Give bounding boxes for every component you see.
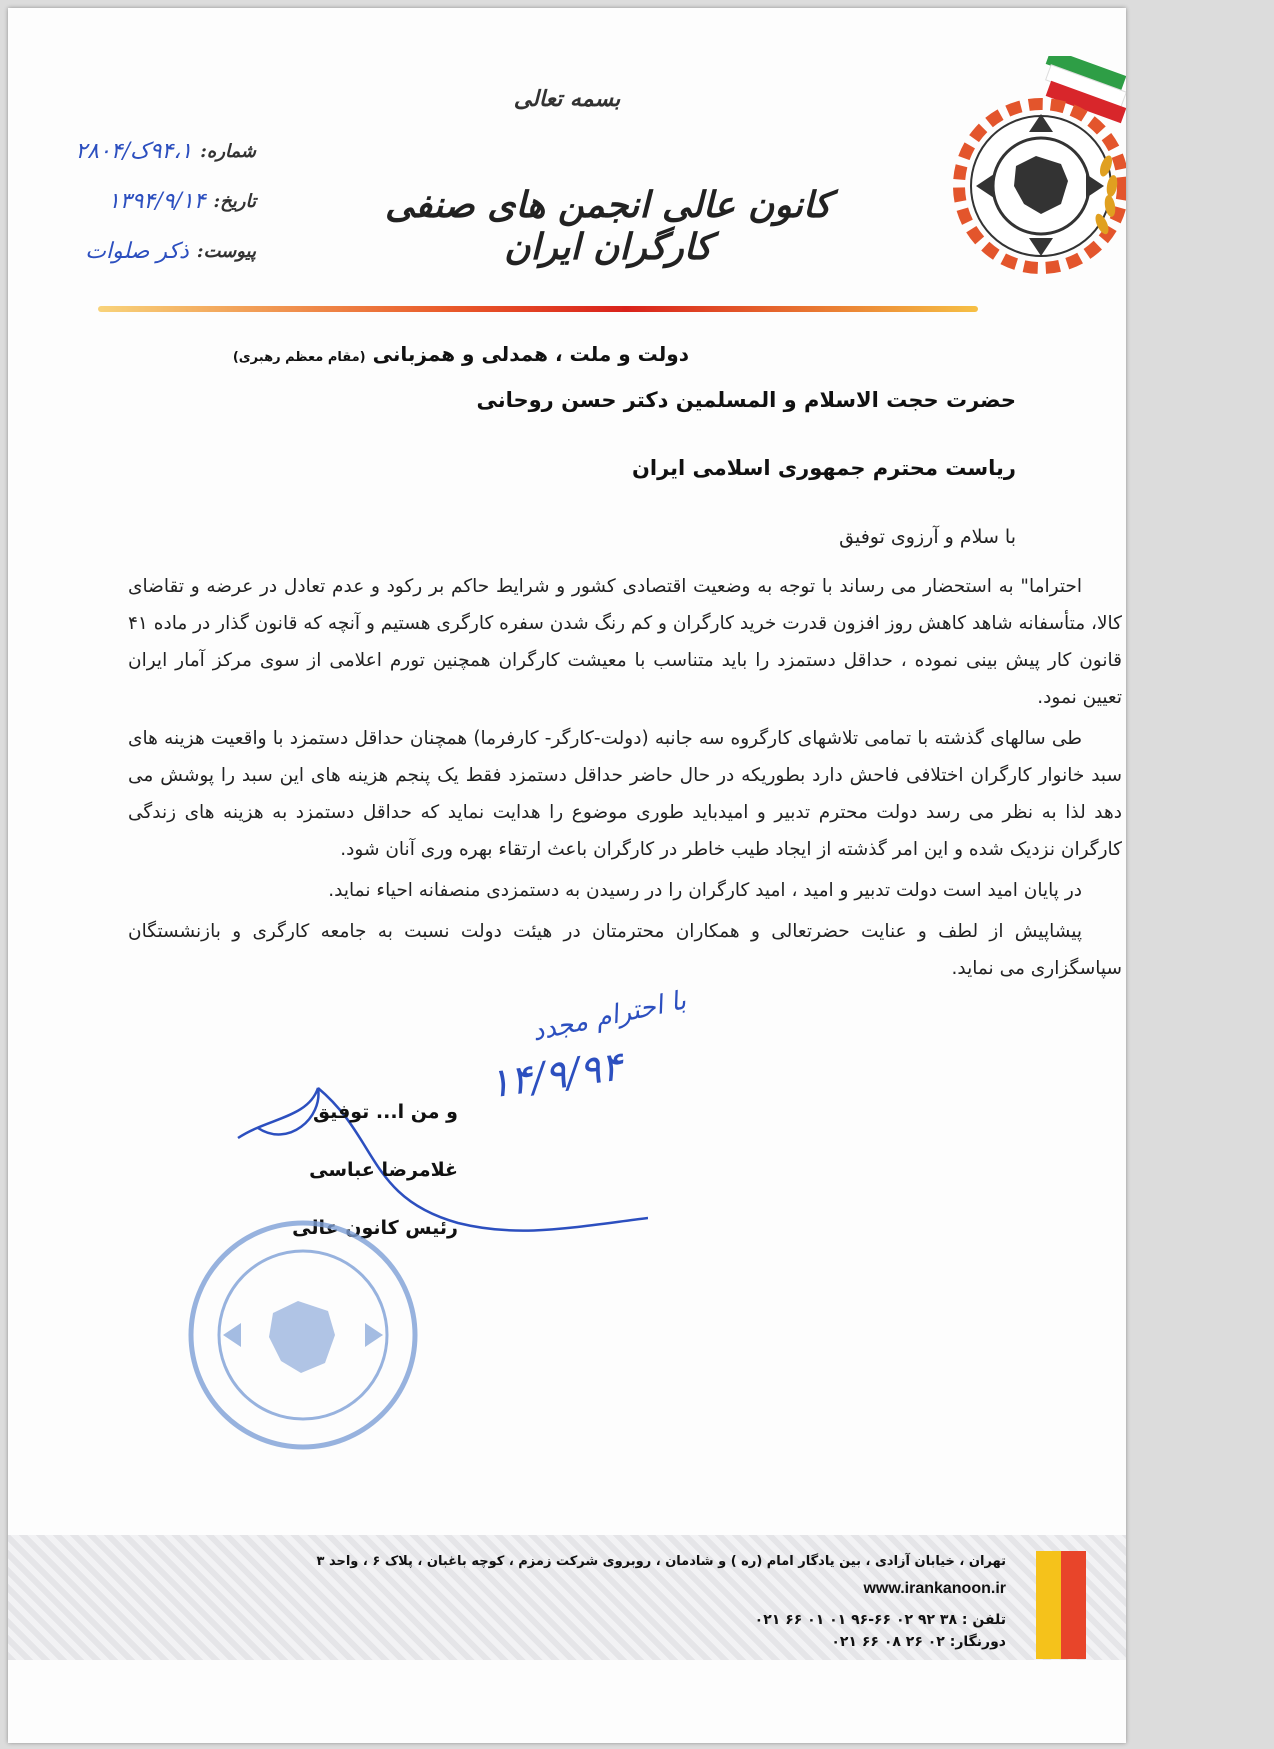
paragraph-2: طی سالهای گذشته با تمامی تلاشهای کارگروه سه جانبه (دولت-کارگر- کارفرما) همچنان حداقل دستمزد با واقعیت هزینه های سبد خانوار کارگران اختلافی فاحش دارد بطوریکه در حال حاضر حداقل دستمزد فقط یک پنجم هزینه های این سبد را پوشش می دهد لذا به نظر می رسد دولت محترم تدبیر و امیدباید طوری موضوع را هدایت نماید که حداقل دستمزد به هزینه های زندگی کارگران نزدیک شده و این امر گذشته از ایجاد طیب خاطر در کارگران باعث ارتقاء بهره وری آنان شود. xyxy=(128,728,1122,860)
closing-line: و من ا... توفیق xyxy=(312,1101,458,1123)
addressee: ریاست محترم جمهوری اسلامی ایران xyxy=(631,456,1016,480)
date-label: تاریخ: xyxy=(213,190,256,212)
footer-bar-red xyxy=(1061,1551,1086,1659)
attachment-value: ذکر صلوات xyxy=(85,238,189,264)
paragraph-1: احتراما" به استحضار می رساند با توجه به وضعیت اقتصادی کشور و شرایط حاکم بر رکود و عدم تعادل در عرضه و تقاضای کالا، متأسفانه شاهد کاهش روز افزون قدرت خرید کارگران و کم رنگ شدن سفره کارگری هستیم و آنچه که قانون گذار در ماده ۴۱ قانون کار پیش بینی نموده ، حداقل دستمزد را باید متناسب با معیشت کارگران همچنین تورم اعلامی از سوی مرکز آمار ایران تعیین نمود. xyxy=(128,576,1122,708)
stamp-arrow-left-icon xyxy=(223,1323,241,1347)
org-title: کانون عالی انجمن های صنفی کارگران ایران xyxy=(385,184,831,268)
greeting: با سلام و آرزوی توفیق xyxy=(839,526,1016,548)
footer-phone xyxy=(755,1612,1006,1628)
fax-label: دورنگار: xyxy=(949,1634,1006,1650)
letter-meta xyxy=(8,126,256,276)
footer-bar-yellow xyxy=(1036,1551,1061,1659)
stamp-map-icon xyxy=(269,1301,335,1373)
date-value: ۱۳۹۴/۹/۱۴ xyxy=(107,188,206,214)
paragraph-4: پیشاپیش از لطف و عنایت حضرتعالی و همکاران محترمتان در هیئت دولت نسبت به جامعه کارگری و بازنشستگان سپاسگزاری می نماید. xyxy=(128,921,1122,979)
slogan-text: دولت و ملت ، همدلی و همزبانی xyxy=(372,342,689,366)
official-stamp xyxy=(183,1213,423,1458)
slogan xyxy=(233,342,689,366)
footer-address: تهران ، خیابان آزادی ، بین یادگار امام (ره ) و شادمان ، روبروی شرکت زمزم ، کوچه باغبان ، پلاک ۶ ، واحد ۳ xyxy=(316,1554,1006,1569)
footer-color-bars xyxy=(1036,1551,1086,1659)
footer-fax xyxy=(831,1634,1006,1650)
handwritten-note-line: با احترام مجدد xyxy=(529,985,689,1048)
meta-number xyxy=(8,126,256,176)
slogan-source: (مقام معظم رهبری) xyxy=(232,350,366,365)
bismillah: بسمه تعالی xyxy=(513,86,621,112)
number-value: ۹۴،۱ک/۲۸۰۴ xyxy=(75,138,193,164)
attachment-label: پیوست: xyxy=(196,240,256,262)
paragraph-3: در پایان امید است دولت تدبیر و امید ، امید کارگران را در رسیدن به دستمزدی منصفانه احیاء نماید. xyxy=(328,880,1082,901)
footer-website[interactable]: www.irankanoon.ir xyxy=(863,1580,1006,1597)
letter-page xyxy=(8,8,1126,1743)
meta-attachment xyxy=(8,226,256,276)
handwritten-note-date: ۱۴/۹/۹۴ xyxy=(485,1043,626,1108)
signer-title: رئیس کانون عالی xyxy=(292,1217,458,1239)
phone-value: ۳۸ ۹۲ ۰۲ ۶۶-۹۶ ۰۱ ۰۱ ۶۶ ۰۲۱ xyxy=(754,1612,957,1628)
salutation: حضرت حجت الاسلام و المسلمین دکتر حسن روحانی xyxy=(476,388,1016,412)
number-label: شماره: xyxy=(200,140,256,162)
letter-body xyxy=(128,568,1122,991)
stamp-arrow-right-icon xyxy=(365,1323,383,1347)
fax-value: ۰۲ ۲۶ ۰۸ ۶۶ ۰۲۱ xyxy=(831,1634,945,1650)
phone-label: تلفن : xyxy=(961,1612,1006,1628)
signer-name: غلامرضا عباسی xyxy=(309,1159,458,1181)
meta-date xyxy=(8,176,256,226)
header-divider xyxy=(98,306,978,312)
